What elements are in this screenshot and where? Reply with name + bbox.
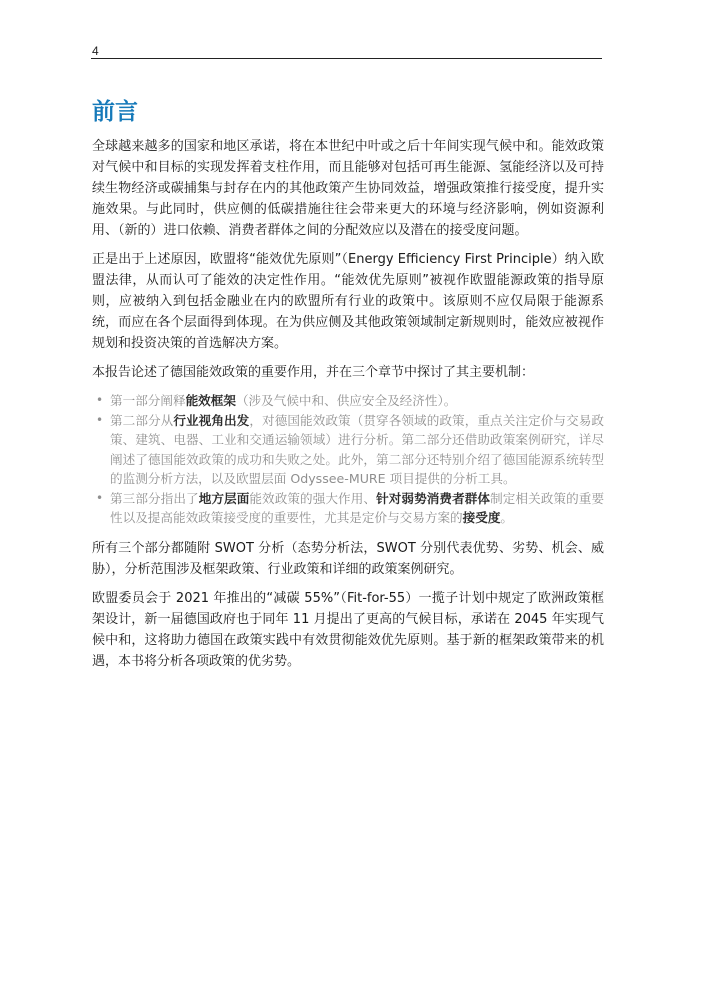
bullet-part-three-mid1: 能效政策的强大作用、 [249,490,377,506]
bullet-part-two [92,411,604,489]
bullet-part-two-post: ，对德国能效政策（贯穿各领域的政策，重点关注定价与交易政策、建筑、电器、工业和交通运输领域）进行分析。第二部分还借助政策案例研究，详尽阐述了德国能效政策的成功和失败之处。此外，第二部分还特别介绍了德国能源系统转型的监测分析方法，以及欧盟层面 Odyssee-MURE 项目提供的分析工具。 [110,412,605,486]
bullet-part-one-post: （涉及气候中和、供应安全及经济性）。 [235,393,457,408]
paragraph-report-overview: 本报告论述了德国能效政策的重要作用，并在三个章节中探讨了其主要机制： [92,365,535,380]
bullet-part-two-highlight: 行业视角出发 [173,412,250,428]
bullet-dot-icon: • [96,412,104,427]
bullet-part-three [92,489,604,528]
bullet-part-three-post: 。 [500,510,513,525]
bullet-part-two-pre: 第二部分从 [110,412,174,428]
paragraph-eu-principle: 正是出于上述原因，欧盟将“能效优先原则”（Energy Efficiency First Principle）纳入欧盟法律，从而认可了能效的决定性作用。“能效优先原则”被视作欧盟能源政策的指导原则，应被纳入到包括金融业在内的欧盟所有行业的政策中。该原则不应仅局限于能源系统，而应在各个层面得到体现。在为供应侧及其他政策领域制定新规则时，能效应被视作规划和投资决策的首选解决方案。 [92,252,604,351]
bullet-part-one-highlight: 能效框架 [185,393,236,408]
bullet-part-three-pre: 第三部分指出了 [110,490,199,506]
bullet-part-three-highlight-acceptance: 接受度 [462,510,501,525]
chapter-bullet-list [92,391,604,528]
page-title: 前言 [92,99,138,125]
page-content [92,96,604,680]
bullet-part-three-highlight-local: 地方层面 [198,490,250,506]
bullet-part-one [92,391,604,411]
paragraph-swot: 所有三个部分都随附 SWOT 分析（态势分析法，SWOT 分别代表优势、劣势、机会、威胁），分析范围涉及框架政策、行业政策和详细的政策案例研究。 [92,540,604,577]
page-number: 4 [92,44,99,58]
bullet-dot-icon: • [96,393,104,407]
paragraph-fit-for-55: 欧盟委员会于 2021 年推出的“减碳 55%”（Fit-for-55）一揽子计划中规定了欧洲政策框架设计，新一届德国政府也于同年 11 月提出了更高的气候目标，承诺在 2045 年实现气候中和，这将助力德国在政策实践中有效贯彻能效优先原则。基于新的框架政策带来的机遇，本书将分析各项政策的优劣势。 [92,590,604,669]
bullet-part-three-highlight-vulnerable: 针对弱势消费者群体 [376,490,491,506]
bullet-part-one-pre: 第一部分阐释 [110,393,186,408]
header-divider [91,58,602,59]
bullet-part-three-mid2: 制定相关政策的重要性以及提高能效政策接受度的重要性，尤其是定价与交易方案的 [110,490,605,525]
paragraph-intro: 全球越来越多的国家和地区承诺，将在本世纪中叶或之后十年间实现气候中和。能效政策对气候中和目标的实现发挥着支柱作用，而且能够对包括可再生能源、氢能经济以及可持续生物经济或碳捕集与封存在内的其他政策产生协同效益，增强政策推行接受度，提升实施效果。与此同时，供应侧的低碳措施往往会带来更大的环境与经济影响，例如资源利用、（新的）进口依赖、消费者群体之间的分配效应以及潜在的接受度问题。 [92,139,604,238]
bullet-dot-icon: • [96,490,104,505]
